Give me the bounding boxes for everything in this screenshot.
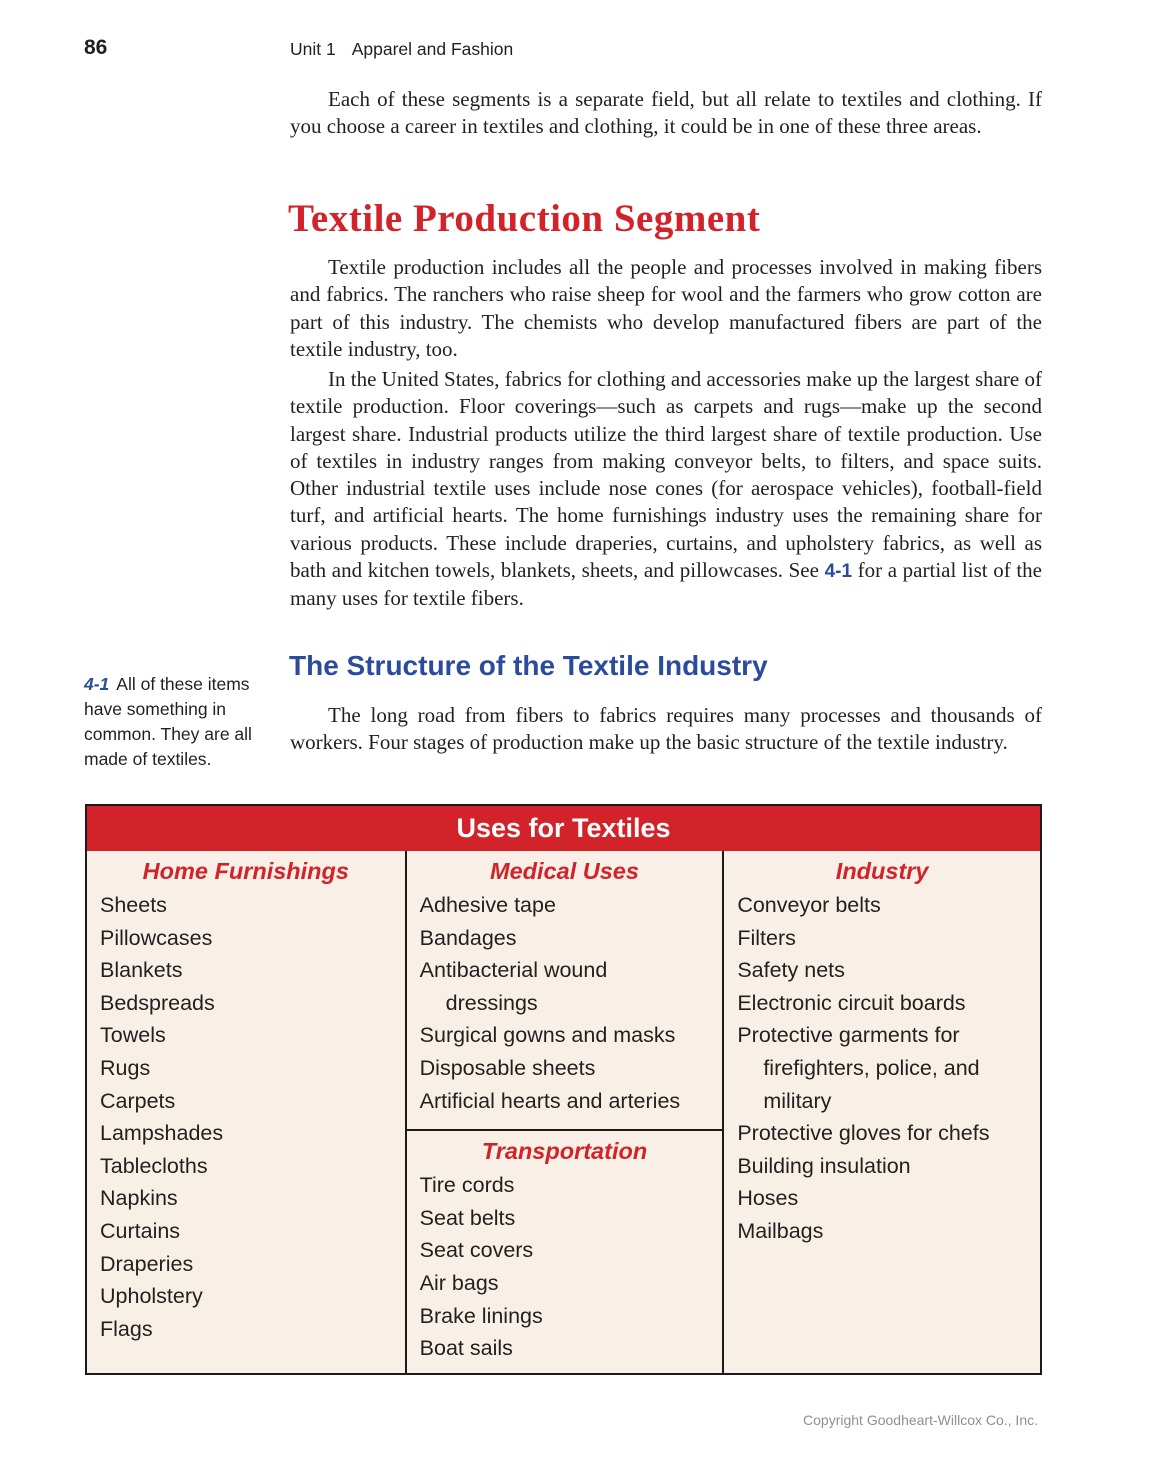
list-item: Boat sails: [419, 1336, 513, 1361]
list-item: Tablecloths: [100, 1153, 208, 1178]
list-item: Pillowcases: [100, 925, 213, 950]
paragraph-textile-shares: [290, 366, 1042, 613]
paragraph-structure: The long road from fibers to fabrics requires many processes and thousands of workers. Four stages of production make up the basic structure of the textile industry.: [290, 703, 1042, 755]
list-item: Filters: [737, 925, 796, 950]
list-item: Protective garments for firefighters, police, and military: [737, 1023, 980, 1113]
list-item: Draperies: [100, 1251, 194, 1276]
list-item: Electronic circuit boards: [737, 990, 966, 1015]
list-item: Bandages: [419, 925, 517, 950]
paragraph-textile-production: Textile production includes all the people and processes involved in making fibers and fabrics. The ranchers who raise sheep for wool and the farmers who grow cotton are part of this industry. The chemists who develop manufactured fibers are part of the textile industry, too.: [290, 255, 1042, 361]
column-industry: [722, 851, 1040, 1373]
medical-uses-section: [407, 851, 723, 1131]
intro-paragraph: Each of these segments is a separate field, but all relate to textiles and clothing. If you choose a career in textiles and clothing, it could be in one of these three areas.: [290, 87, 1042, 139]
column-home-furnishings: [87, 851, 405, 1373]
running-head-title: Apparel and Fashion: [351, 39, 514, 59]
medical-uses-list: [407, 887, 723, 1125]
copyright-notice: Copyright Goodheart-Willcox Co., Inc.: [803, 1412, 1038, 1428]
paragraph-text: for a partial list of the many uses for textile fibers.: [290, 558, 1042, 611]
list-item: Bedspreads: [100, 990, 215, 1015]
list-item: Brake linings: [419, 1303, 543, 1328]
list-item: Napkins: [100, 1186, 178, 1211]
list-item: Lampshades: [100, 1121, 224, 1146]
transportation-section: [407, 1131, 723, 1373]
list-item: Artificial hearts and arteries: [419, 1088, 681, 1113]
list-item: Towels: [100, 1023, 166, 1048]
column-medical-transportation: [405, 851, 723, 1373]
column-header-industry: Industry: [835, 858, 929, 884]
running-head: [290, 39, 513, 60]
paragraph-text: In the United States, fabrics for clothing and accessories make up the largest share of textile production. Floor coverings—such as carpets and rugs—make up the second largest share. Industrial products utilize the third largest share of textile production. Use of textiles in industry ranges from making conveyor belts, to filters, and space suits. Other industrial textile uses include nose cones (for aerospace vehicles), football-field turf, and artificial hearts. The home furnishings industry uses the remaining share for various products. These include draperies, curtains, and upholstery fabrics, as well as bath and kitchen towels, blankets, sheets, and pillowcases. See: [290, 367, 1042, 583]
list-item: Sheets: [100, 893, 167, 917]
table-columns: [87, 851, 1040, 1373]
table-title: Uses for Textiles: [87, 806, 1040, 851]
list-item: Seat belts: [419, 1205, 516, 1230]
list-item: Safety nets: [737, 958, 845, 983]
figure-reference-4-1: 4-1: [824, 561, 853, 583]
list-item: Conveyor belts: [737, 893, 881, 917]
section-title-textile-production: Textile Production Segment: [288, 197, 761, 240]
column-header-medical-uses: Medical Uses: [490, 858, 639, 884]
list-item: Hoses: [737, 1186, 799, 1211]
section-title-structure: The Structure of the Textile Industry: [289, 650, 768, 681]
list-item: Antibacterial wound dressings: [419, 958, 608, 1015]
list-item: Seat covers: [419, 1238, 534, 1263]
page-number: 86: [84, 36, 108, 59]
home-furnishings-list: [87, 887, 405, 1353]
column-header-home-furnishings: Home Furnishings: [142, 858, 349, 884]
list-item: Upholstery: [100, 1284, 203, 1309]
list-item: Mailbags: [737, 1218, 824, 1243]
list-item: Building insulation: [737, 1153, 911, 1178]
industry-list: [724, 887, 1040, 1256]
figure-caption: [84, 672, 270, 772]
list-item: Air bags: [419, 1270, 499, 1295]
running-head-unit: Unit 1: [290, 39, 336, 59]
figure-caption-label: 4-1: [84, 674, 110, 694]
list-item: Tire cords: [419, 1173, 515, 1198]
list-item: Flags: [100, 1316, 153, 1341]
list-item: Carpets: [100, 1088, 176, 1113]
list-item: Adhesive tape: [419, 893, 556, 917]
column-header-transportation: Transportation: [481, 1138, 648, 1165]
list-item: Blankets: [100, 958, 183, 983]
uses-for-textiles-table: [85, 804, 1042, 1375]
list-item: Curtains: [100, 1218, 181, 1243]
list-item: Surgical gowns and masks: [419, 1023, 676, 1048]
list-item: Rugs: [100, 1055, 151, 1080]
transportation-list: [407, 1167, 723, 1373]
list-item: Protective gloves for chefs: [737, 1121, 990, 1146]
figure-caption-text: All of these items have something in common. They are all made of textiles.: [84, 674, 252, 769]
list-item: Disposable sheets: [419, 1055, 596, 1080]
